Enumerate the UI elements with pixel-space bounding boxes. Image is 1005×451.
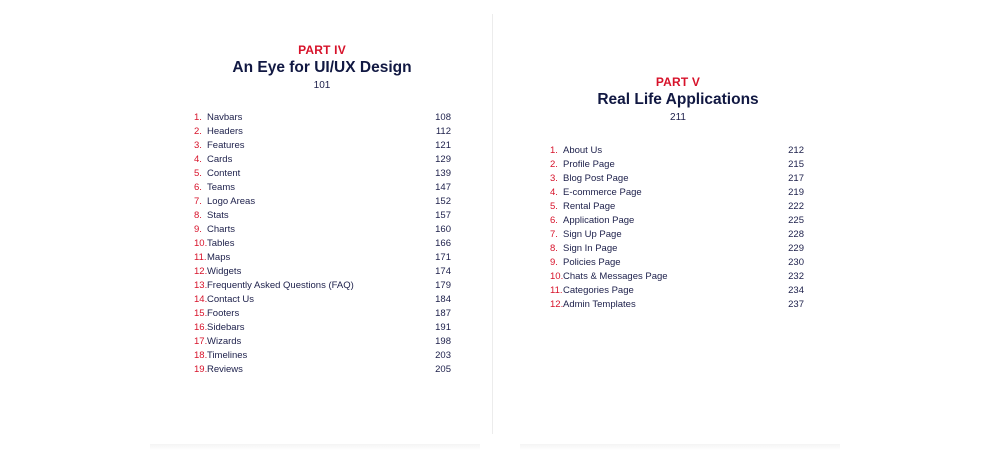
toc-entry[interactable] — [550, 228, 804, 242]
toc-entry-number: 16. — [194, 322, 208, 333]
toc-entry-page: 217 — [788, 173, 804, 184]
toc-entry-title: Sidebars — [207, 322, 245, 333]
toc-entry-title: Profile Page — [563, 159, 615, 170]
toc-entry-number: 8. — [550, 243, 558, 254]
toc-entry-title: Footers — [207, 308, 240, 319]
toc-entry-title: Cards — [207, 154, 233, 165]
toc-entry-number: 9. — [550, 257, 558, 268]
toc-entry-page: 157 — [435, 210, 451, 221]
toc-entry[interactable] — [550, 186, 804, 200]
toc-entry[interactable] — [194, 237, 451, 251]
toc-entry-number: 10. — [194, 238, 208, 249]
toc-entry-page: 228 — [788, 229, 804, 240]
toc-entry-page: 222 — [788, 201, 804, 212]
toc-entry[interactable] — [194, 335, 451, 349]
toc-entry-number: 1. — [550, 145, 558, 156]
right-part-header — [578, 75, 778, 125]
toc-entry[interactable] — [194, 181, 451, 195]
toc-entry-page: 191 — [435, 322, 451, 333]
toc-entry-number: 15. — [194, 308, 208, 319]
toc-entry-page: 139 — [435, 168, 451, 179]
toc-entry-number: 6. — [550, 215, 558, 226]
toc-entry-title: Teams — [207, 182, 235, 193]
toc-entry-page: 166 — [435, 238, 451, 249]
toc-entry-title: Maps — [207, 252, 231, 263]
toc-entry-title: Logo Areas — [207, 196, 256, 207]
toc-entry-page: 184 — [435, 294, 451, 305]
toc-entry-page: 108 — [435, 112, 451, 123]
toc-entry-number: 2. — [550, 159, 558, 170]
toc-entry[interactable] — [550, 200, 804, 214]
toc-entry[interactable] — [550, 214, 804, 228]
toc-entry-title: Frequently Asked Questions (FAQ) — [207, 280, 354, 291]
toc-entry[interactable] — [194, 321, 451, 335]
toc-entry-title: About Us — [563, 145, 603, 156]
toc-entry-page: 121 — [435, 140, 451, 151]
toc-entry-number: 7. — [194, 196, 202, 207]
toc-entry[interactable] — [194, 167, 451, 181]
toc-entry-number: 17. — [194, 336, 208, 347]
toc-entry-number: 11. — [194, 252, 207, 263]
toc-entry-number: 7. — [550, 229, 558, 240]
toc-entry-title: Blog Post Page — [563, 173, 629, 184]
toc-entry-page: 174 — [435, 266, 451, 277]
toc-entry-number: 8. — [194, 210, 202, 221]
toc-entry[interactable] — [194, 307, 451, 321]
toc-entry-page: 187 — [435, 308, 451, 319]
toc-entry-number: 9. — [194, 224, 202, 235]
toc-entry-title: Tables — [207, 238, 235, 249]
toc-entry[interactable] — [194, 139, 451, 153]
toc-entry[interactable] — [194, 349, 451, 363]
toc-entry[interactable] — [194, 363, 451, 377]
toc-entry[interactable] — [194, 293, 451, 307]
toc-entry[interactable] — [194, 195, 451, 209]
toc-entry-page: 152 — [435, 196, 451, 207]
toc-entry-title: Reviews — [207, 364, 243, 375]
toc-entry-title: Widgets — [207, 266, 242, 277]
toc-entry-page: 232 — [788, 271, 804, 282]
right-table-of-contents — [550, 144, 804, 312]
toc-entry-page: 179 — [435, 280, 451, 291]
toc-entry-title: Stats — [207, 210, 229, 221]
toc-entry-title: E-commerce Page — [563, 187, 642, 198]
toc-entry[interactable] — [194, 153, 451, 167]
part-label: PART V — [655, 75, 701, 89]
toc-entry[interactable] — [194, 279, 451, 293]
toc-entry[interactable] — [550, 242, 804, 256]
toc-entry-page: 237 — [788, 299, 804, 310]
toc-entry-number: 11. — [550, 285, 563, 296]
toc-entry-title: Charts — [207, 224, 235, 235]
toc-entry-title: Contact Us — [207, 294, 254, 305]
toc-entry-number: 5. — [550, 201, 558, 212]
toc-entry[interactable] — [194, 111, 451, 125]
toc-entry-number: 14. — [194, 294, 208, 305]
toc-entry-number: 18. — [194, 350, 208, 361]
toc-entry-page: 215 — [788, 159, 804, 170]
toc-entry-title: Categories Page — [563, 285, 634, 296]
toc-entry[interactable] — [194, 223, 451, 237]
toc-entry-number: 3. — [194, 140, 202, 151]
toc-entry-number: 4. — [194, 154, 202, 165]
toc-entry-number: 2. — [194, 126, 202, 137]
left-table-of-contents — [194, 111, 451, 377]
toc-entry-title: Navbars — [207, 112, 243, 123]
toc-entry-title: Sign Up Page — [563, 229, 622, 240]
toc-entry-number: 6. — [194, 182, 202, 193]
toc-entry-number: 10. — [550, 271, 564, 282]
toc-entry-page: 112 — [435, 126, 451, 137]
part-title: An Eye for UI/UX Design — [232, 59, 412, 76]
toc-entry-page: 219 — [788, 187, 804, 198]
toc-entry[interactable] — [194, 265, 451, 279]
toc-entry[interactable] — [550, 298, 804, 312]
toc-entry-page: 212 — [788, 145, 804, 156]
toc-entry-number: 3. — [550, 173, 558, 184]
toc-entry-title: Chats & Messages Page — [563, 271, 668, 282]
toc-entry-number: 19. — [194, 364, 208, 375]
toc-entry-page: 225 — [788, 215, 804, 226]
toc-entry-page: 203 — [435, 350, 451, 361]
toc-entry[interactable] — [550, 144, 804, 158]
toc-entry-page: 171 — [435, 252, 451, 263]
toc-entry[interactable] — [550, 256, 804, 270]
toc-entry-number: 13. — [194, 280, 208, 291]
toc-entry[interactable] — [194, 125, 451, 139]
toc-entry-title: Timelines — [207, 350, 248, 361]
toc-entry[interactable] — [194, 209, 451, 223]
toc-entry[interactable] — [194, 251, 451, 265]
toc-entry[interactable] — [550, 270, 804, 284]
toc-entry-page: 129 — [435, 154, 451, 165]
toc-entry-page: 234 — [788, 285, 804, 296]
toc-entry-number: 12. — [550, 299, 564, 310]
toc-entry-title: Headers — [207, 126, 243, 137]
toc-entry-page: 229 — [788, 243, 804, 254]
page-divider — [492, 14, 493, 434]
toc-entry-title: Sign In Page — [563, 243, 618, 254]
toc-entry[interactable] — [550, 158, 804, 172]
toc-entry-title: Admin Templates — [563, 299, 636, 310]
toc-entry-page: 205 — [435, 364, 451, 375]
toc-entry-number: 1. — [194, 112, 202, 123]
toc-entry-title: Content — [207, 168, 241, 179]
page-edge-shadow — [520, 444, 840, 450]
toc-entry-number: 5. — [194, 168, 202, 179]
toc-entry-page: 160 — [435, 224, 451, 235]
toc-entry-title: Wizards — [207, 336, 242, 347]
toc-entry-number: 4. — [550, 187, 558, 198]
toc-entry-page: 147 — [435, 182, 451, 193]
toc-entry-page: 230 — [788, 257, 804, 268]
page-edge-shadow — [150, 444, 480, 450]
toc-entry-page: 198 — [435, 336, 451, 347]
toc-entry-title: Rental Page — [563, 201, 616, 212]
toc-entry-title: Features — [207, 140, 245, 151]
part-page-number: 101 — [313, 80, 331, 91]
toc-entry[interactable] — [550, 172, 804, 186]
part-label: PART IV — [298, 43, 346, 57]
toc-entry-title: Policies Page — [563, 257, 621, 268]
toc-entry[interactable] — [550, 284, 804, 298]
toc-entry-number: 12. — [194, 266, 208, 277]
toc-entry-title: Application Page — [563, 215, 635, 226]
part-page-number: 211 — [670, 112, 686, 123]
part-title: Real Life Applications — [597, 91, 759, 108]
left-part-header — [222, 43, 422, 93]
